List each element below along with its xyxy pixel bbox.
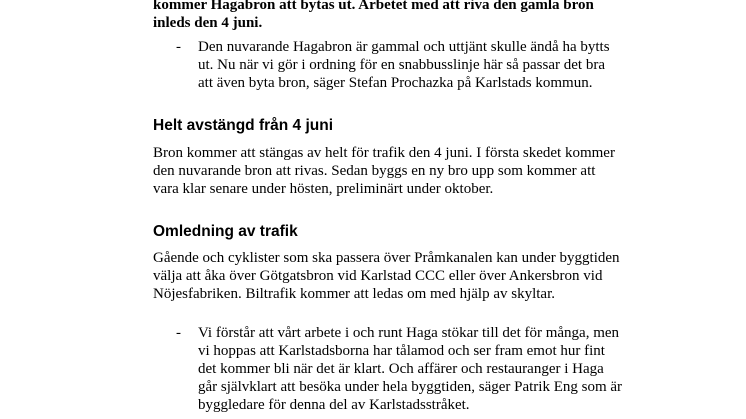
quote-stefan-prochazka (176, 38, 626, 92)
intro-paragraph: kommer Hagabron att bytas ut. Arbetet med att riva den gamla bron inleds den 4 juni. (153, 0, 594, 31)
quote-text: Vi förstår att vårt arbete i och runt Haga stökar till det för många, men vi hoppas att Karlstadsborna har tålamod och ser fram emot hur fint det kommer bli när det är klart. Och affärer och restauranger i Haga går självklart att besöka under hela byggtiden, säger Patrik Eng som är byggledare för denna del av Karlstadsstråket. (198, 325, 623, 413)
section-heading-closure: Helt avstängd från 4 juni (153, 117, 334, 134)
section-heading-detour: Omledning av trafik (153, 223, 298, 240)
section-body-closure: Bron kommer att stängas av helt för trafik den 4 juni. I första skedet kommer den nuvarande bron att rivas. Sedan byggs en ny bro upp som kommer att vara klar senare under hösten, preliminärt under oktober. (153, 145, 615, 197)
quote-patrik-eng (176, 324, 626, 414)
quote-dash: - (176, 325, 181, 341)
quote-dash: - (176, 39, 181, 55)
section-body-detour: Gående och cyklister som ska passera över Pråmkanalen kan under byggtiden välja att åka över Götgatsbron vid Karlstad CCC eller över Ankersbron vid Nöjesfabriken. Biltrafik kommer att ledas om med hjälp av skyltar. (153, 250, 620, 302)
quote-text: Den nuvarande Hagabron är gammal och uttjänt skulle ändå ha bytts ut. Nu när vi gör i ordning för en snabbusslinje här så passar det bra att även byta bron, säger Stefan Prochazka på Karlstads kommun. (198, 39, 610, 91)
